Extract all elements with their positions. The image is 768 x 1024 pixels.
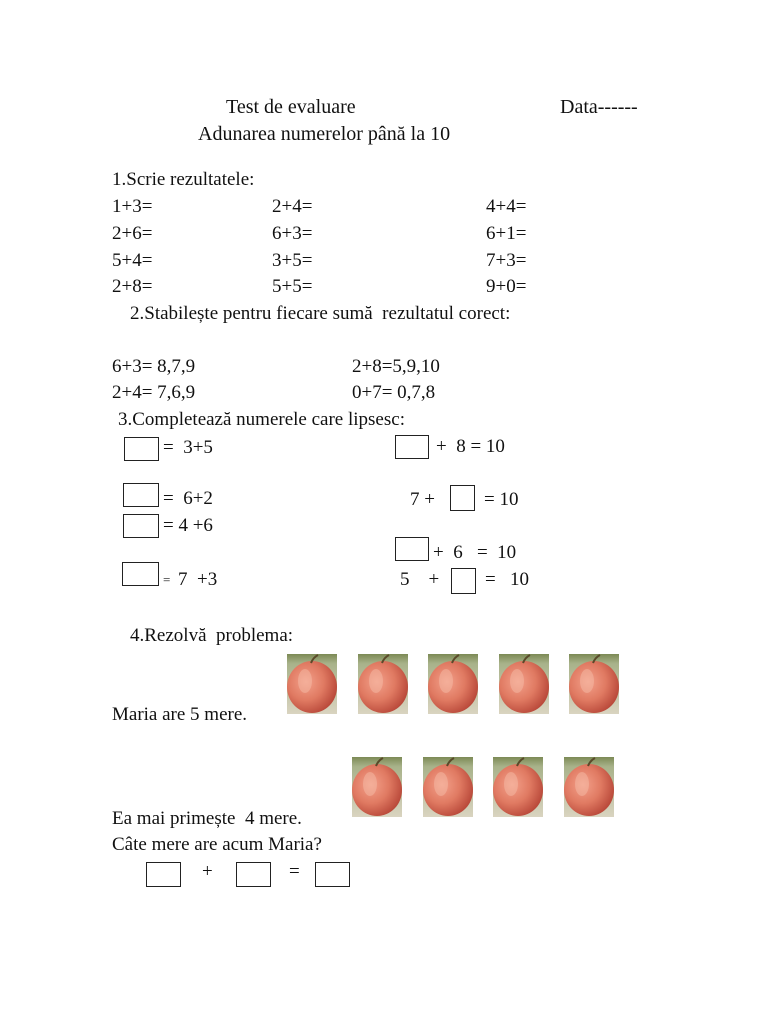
equals-sign: =	[289, 861, 300, 882]
answer-box[interactable]	[122, 562, 159, 586]
apple-icon	[499, 654, 549, 714]
exercise-2-heading: 2.Stabilește pentru fiecare sumă rezultatul corect:	[130, 303, 511, 324]
answer-box[interactable]	[395, 537, 429, 561]
ex2-item: 6+3= 8,7,9	[112, 356, 196, 377]
answer-box[interactable]	[395, 435, 429, 459]
exercise-1-heading: 1.Scrie rezultatele:	[112, 169, 255, 190]
apple-icon	[428, 654, 478, 714]
ex1-item: 1+3=	[112, 196, 153, 217]
ex1-item: 5+5=	[272, 276, 313, 297]
test-title: Test de evaluare	[226, 96, 356, 118]
problem-line-3: Câte mere are acum Maria?	[112, 834, 322, 855]
ex3-expression: + 8 = 10	[436, 436, 505, 457]
apple-icon	[352, 757, 402, 817]
ex3-expression: = 10	[484, 489, 519, 510]
apple-icon	[287, 654, 337, 714]
answer-box[interactable]	[124, 437, 159, 461]
ex1-item: 4+4=	[486, 196, 527, 217]
answer-box[interactable]	[123, 483, 159, 507]
ex3-expression: = 6+2	[163, 488, 213, 509]
apple-icon	[493, 757, 543, 817]
ex1-item: 6+1=	[486, 223, 527, 244]
apple-icon	[569, 654, 619, 714]
plus-sign: +	[202, 861, 213, 882]
problem-line-2: Ea mai primește 4 mere.	[112, 808, 302, 829]
answer-box[interactable]	[315, 862, 350, 887]
ex3-equals-sign: =	[163, 572, 171, 587]
ex1-item: 6+3=	[272, 223, 313, 244]
test-subtitle: Adunarea numerelor până la 10	[198, 123, 451, 145]
answer-box[interactable]	[123, 514, 159, 538]
ex1-item: 2+8=	[112, 276, 153, 297]
ex1-item: 2+4=	[272, 196, 313, 217]
ex3-expression: 7 +	[410, 489, 435, 510]
ex1-item: 3+5=	[272, 250, 313, 271]
ex3-expression: 7 +3	[178, 569, 218, 590]
date-field: Data------	[560, 96, 638, 118]
ex2-item: 0+7= 0,7,8	[352, 382, 436, 403]
problem-line-1: Maria are 5 mere.	[112, 704, 248, 725]
ex1-item: 2+6=	[112, 223, 153, 244]
answer-box[interactable]	[450, 485, 475, 511]
ex3-expression: 5 +	[400, 569, 440, 590]
ex1-item: 9+0=	[486, 276, 527, 297]
ex2-item: 2+8=5,9,10	[352, 356, 440, 377]
ex3-expression: = 10	[485, 569, 529, 590]
answer-box[interactable]	[146, 862, 181, 887]
ex2-item: 2+4= 7,6,9	[112, 382, 196, 403]
apple-icon	[423, 757, 473, 817]
apple-icon	[358, 654, 408, 714]
exercise-3-heading: 3.Completează numerele care lipsesc:	[118, 409, 405, 430]
ex1-item: 5+4=	[112, 250, 153, 271]
ex3-expression: + 6 = 10	[433, 542, 517, 563]
apple-icon	[564, 757, 614, 817]
ex1-item: 7+3=	[486, 250, 527, 271]
answer-box[interactable]	[451, 568, 476, 594]
exercise-4-heading: 4.Rezolvă problema:	[130, 625, 294, 646]
answer-box[interactable]	[236, 862, 271, 887]
ex3-expression: = 3+5	[163, 437, 213, 458]
ex3-expression: = 4 +6	[163, 515, 213, 536]
